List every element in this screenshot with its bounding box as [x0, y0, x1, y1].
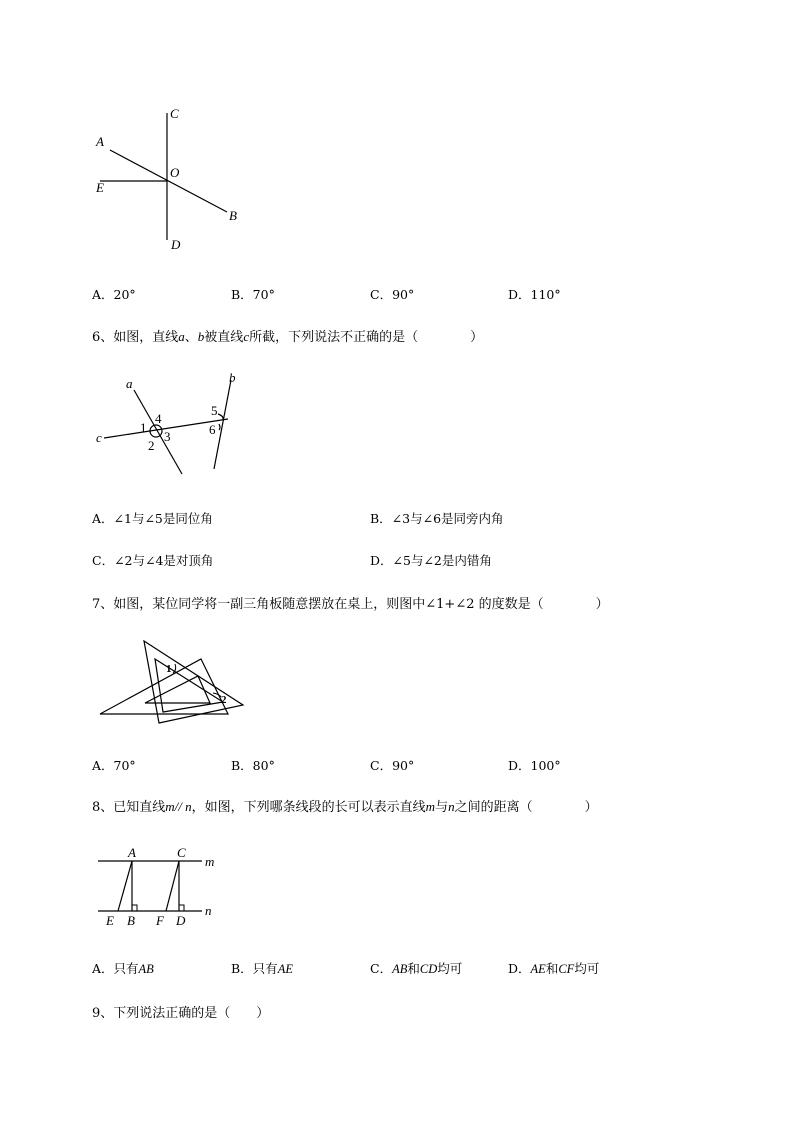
- q7-option-c: C．90°: [370, 758, 415, 773]
- question-9-text: 9、下列说法正确的是（ ）: [92, 1006, 270, 1021]
- angle-mark-6: [219, 424, 220, 430]
- figure-q7-set-squares: [95, 630, 255, 730]
- label-5: 5: [211, 403, 218, 418]
- segment-ae: [118, 861, 132, 911]
- figure-q6-transversal: [90, 370, 260, 480]
- label-a: a: [126, 376, 133, 391]
- q6-option-c: C．∠2与∠4是对顶角: [92, 553, 214, 568]
- label-4: 4: [155, 411, 162, 426]
- label-3: 3: [164, 429, 171, 444]
- label-c: C: [177, 845, 186, 860]
- label-a: A: [96, 134, 104, 149]
- q8-option-a: A．只有AB: [92, 961, 154, 976]
- segment-cf: [166, 861, 179, 911]
- label-d: D: [171, 237, 181, 252]
- figure-q8-parallel-lines: [90, 840, 230, 935]
- figure-q5-intersecting-lines: [90, 100, 260, 260]
- q7-option-b: B．80°: [231, 758, 275, 773]
- label-c: c: [96, 430, 102, 445]
- label-2: 2: [148, 438, 155, 453]
- q5-option-a: A．20°: [92, 287, 136, 302]
- label-b: b: [229, 370, 236, 385]
- label-n: n: [205, 903, 212, 918]
- q7-option-a: A．70°: [92, 758, 136, 773]
- question-7-text: 7、如图，某位同学将一副三角板随意摆放在桌上，则图中∠1+∠2 的度数是（ ）: [92, 597, 609, 612]
- q7-option-d: D．100°: [508, 758, 561, 773]
- q5-option-d: D．110°: [508, 287, 561, 302]
- label-o: O: [170, 165, 180, 180]
- q6-option-a: A．∠1与∠5是同位角: [92, 511, 213, 526]
- q6-option-b: B．∠3与∠6是同旁内角: [370, 511, 504, 526]
- label-1: 1: [166, 663, 172, 675]
- line-b: [214, 380, 231, 469]
- q8-option-d: D．AE和CF均可: [508, 961, 600, 976]
- label-2: 2: [221, 694, 227, 706]
- label-d: D: [176, 913, 186, 928]
- label-f: F: [156, 913, 164, 928]
- label-b: B: [127, 913, 135, 928]
- q8-option-c: C．AB和CD均可: [370, 961, 463, 976]
- label-1: 1: [140, 420, 147, 435]
- q5-option-c: C．90°: [370, 287, 415, 302]
- right-angle-d: [179, 905, 184, 911]
- q6-option-d: D．∠5与∠2是内错角: [370, 553, 492, 568]
- label-c: C: [170, 106, 179, 121]
- label-m: m: [205, 854, 215, 869]
- right-angle-b: [132, 905, 137, 911]
- label-e: E: [106, 913, 114, 928]
- q5-option-b: B．70°: [231, 287, 275, 302]
- question-6-text: 6、如图，直线a、b被直线c所截，下列说法不正确的是（ ）: [92, 329, 484, 345]
- q8-option-b: B．只有AE: [231, 961, 293, 976]
- angle-mark-5: [218, 414, 223, 420]
- label-a: A: [128, 845, 136, 860]
- question-8-text: 8、已知直线m// n，如图，下列哪条线段的长可以表示直线m与n之间的距离（ ）: [92, 799, 598, 815]
- label-6: 6: [209, 422, 216, 437]
- set-square-front-outer: [100, 659, 228, 714]
- label-b: B: [229, 208, 237, 223]
- label-e: E: [96, 180, 104, 195]
